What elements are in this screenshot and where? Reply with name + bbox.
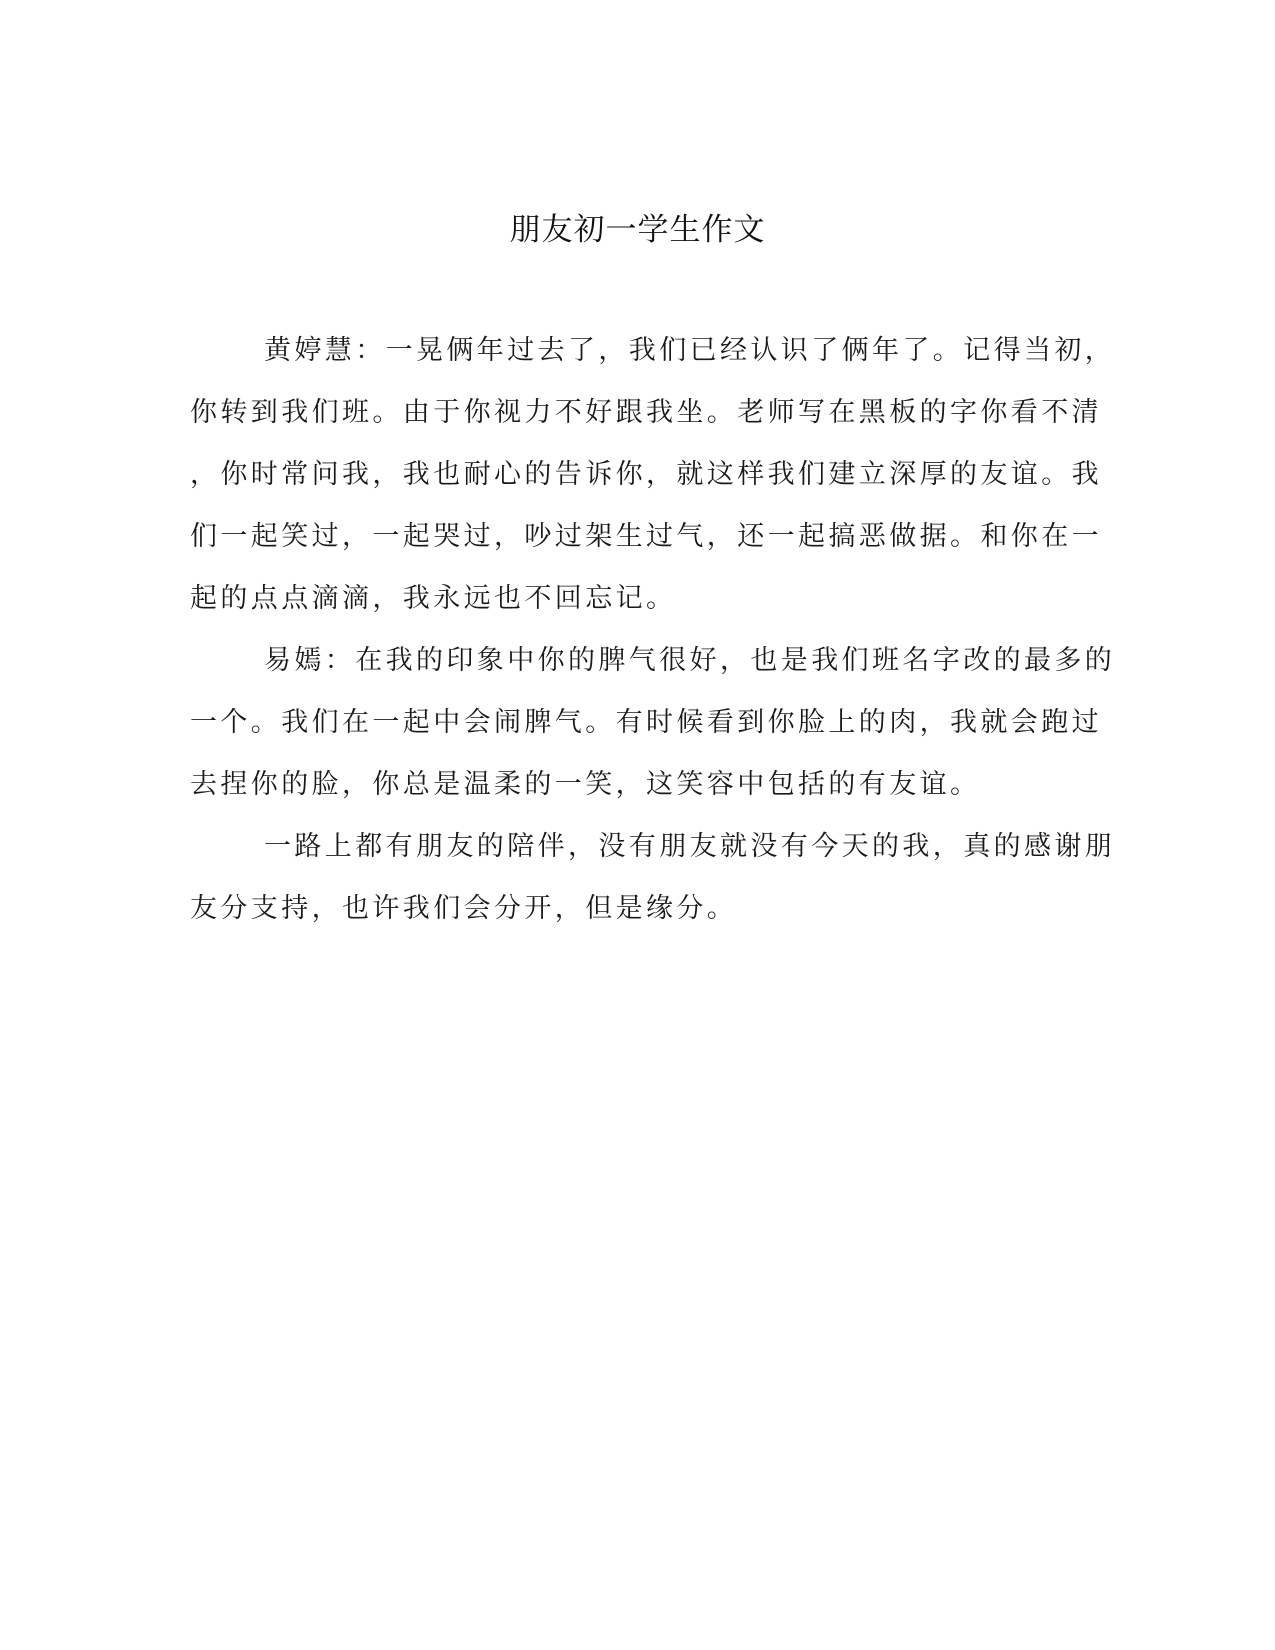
- paragraph-line: ，你时常问我，我也耐心的告诉你，就这样我们建立深厚的友谊。我: [190, 459, 1102, 490]
- paragraph-line: 一个。我们在一起中会闹脾气。有时候看到你脸上的肉，我就会跑过: [190, 707, 1102, 738]
- document-title: 朋友初一学生作文: [509, 212, 766, 248]
- paragraph-line: 友分支持，也许我们会分开，但是缘分。: [190, 893, 738, 924]
- document-body: [190, 331, 1116, 951]
- paragraph-line: 去捏你的脸，你总是温柔的一笑，这笑容中包括的有友谊。: [190, 769, 981, 800]
- paragraph-line: 你转到我们班。由于你视力不好跟我坐。老师写在黑板的字你看不清: [190, 397, 1102, 428]
- paragraph-line: 们一起笑过，一起哭过，吵过架生过气，还一起搞恶做据。和你在一: [190, 521, 1102, 552]
- paragraph-line: 黄婷慧：一晃俩年过去了，我们已经认识了俩年了。记得当初，: [264, 335, 1116, 366]
- paragraph-line: 易嫣：在我的印象中你的脾气很好，也是我们班名字改的最多的: [264, 645, 1116, 676]
- paragraph-closing: [190, 827, 1116, 951]
- paragraph-line: 起的点点滴滴，我永远也不回忘记。: [190, 583, 677, 614]
- paragraph-line: 一路上都有朋友的陪伴，没有朋友就没有今天的我，真的感谢朋: [264, 831, 1116, 862]
- paragraph-yi: [190, 641, 1116, 827]
- paragraph-huang: [190, 331, 1116, 641]
